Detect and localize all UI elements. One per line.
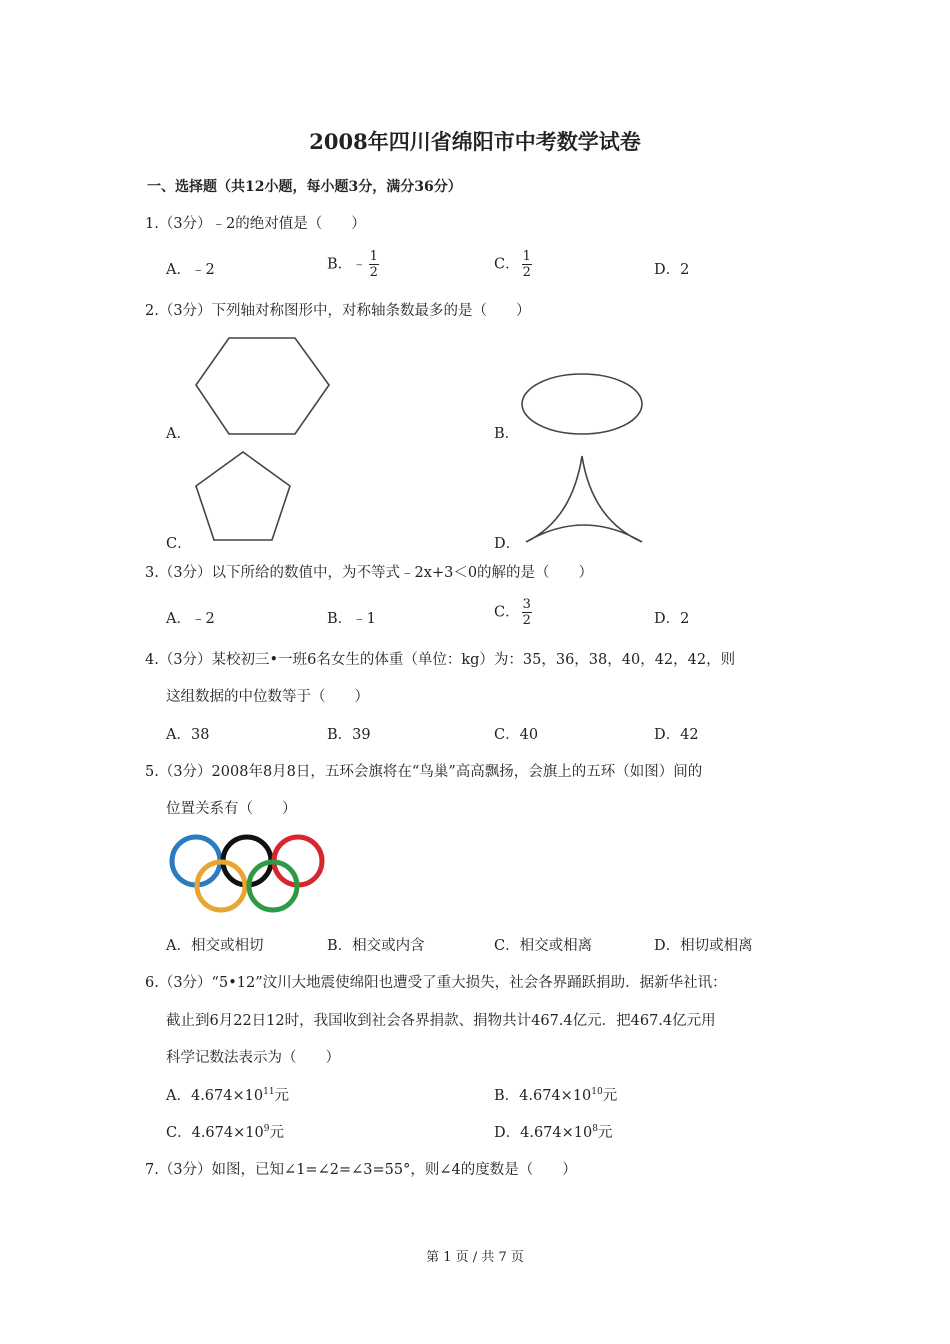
q1-option-d[interactable]: D．2 [654,262,690,278]
q2-option-b[interactable]: B． [494,426,520,442]
question-6-continuation-2: 科学记数法表示为（ ） [166,1050,340,1066]
q3-option-c[interactable] [494,597,532,628]
q1-option-b-prefix: B．﹣ [327,256,367,273]
question-7-stem: 7.（3分）如图，已知∠1=∠2=∠3=55°，则∠4的度数是（ ） [145,1162,577,1178]
ring-black [223,837,271,885]
q5-option-d[interactable]: D．相切或相离 [654,938,753,954]
q1-b-denominator: 2 [369,265,378,280]
question-6-continuation-1: 截止到6月22日12时，我国收到社会各界捐款、捐物共计467.4亿元．把467.4亿元用 [166,1013,716,1029]
hexagon-figure [194,336,332,438]
q3-option-c-prefix: C． [494,604,520,621]
question-5-continuation: 位置关系有（ ） [166,801,297,817]
q5-option-b[interactable]: B．相交或内含 [327,938,425,954]
q5-option-c[interactable]: C．相交或相离 [494,938,593,954]
q6-d-unit: 元 [597,1125,613,1141]
q1-option-c-fraction [522,249,532,280]
q2-option-d[interactable]: D． [494,536,521,552]
pentagon-figure [192,450,294,544]
q6-d-base: D．4.674×10 [494,1125,593,1141]
q3-option-a[interactable]: A．﹣2 [166,611,215,627]
q4-option-a[interactable]: A．38 [166,727,210,743]
question-5-stem: 5.（3分）2008年8月8日，五环会旗将在“鸟巢”高高飘扬，会旗上的五环（如图）间的 [145,764,703,780]
q3-c-denominator: 2 [522,613,531,628]
q6-option-b[interactable] [494,1084,617,1105]
q1-c-denominator: 2 [522,265,531,280]
q6-c-exponent: 9 [263,1124,270,1135]
q6-d-exponent: 8 [592,1124,598,1135]
q6-a-unit: 元 [274,1088,290,1104]
q3-c-numerator: 3 [522,597,531,612]
q1-option-c[interactable] [494,249,532,280]
q6-a-base: A．4.674×10 [166,1088,264,1104]
q6-b-base: B．4.674×10 [494,1088,592,1104]
q1-c-numerator: 1 [522,249,531,264]
q6-a-exponent: 11 [263,1087,275,1098]
question-4-stem: 4.（3分）某校初三•一班6名女生的体重（单位：kg）为：35，36，38，40，42，42，则 [145,652,736,668]
q5-option-a[interactable]: A．相交或相切 [166,938,264,954]
question-6-stem: 6.（3分）“5•12”汶川大地震使绵阳也遭受了重大损失，社会各界踊跃捐助．据新华社讯： [145,975,727,991]
q4-option-b[interactable]: B．39 [327,727,371,743]
curved-triangle-figure [524,454,646,548]
page-footer: 第 1 页 / 共 7 页 [426,1250,524,1265]
q6-option-a[interactable] [166,1084,289,1105]
question-3-stem: 3.（3分）以下所给的数值中，为不等式﹣2x+3＜0的解的是（ ） [145,565,594,581]
q6-c-base: C．4.674×10 [166,1125,264,1141]
q6-b-exponent: 10 [591,1087,603,1098]
q6-option-c[interactable] [166,1121,284,1142]
q1-option-c-prefix: C． [494,256,520,273]
q1-option-a[interactable]: A．﹣2 [166,262,215,278]
q6-option-d[interactable] [494,1121,612,1142]
q3-option-c-fraction [522,597,532,628]
page-title: 2008年四川省绵阳市中考数学试卷 [309,129,641,154]
section-heading: 一、选择题（共12小题，每小题3分，满分36分） [147,179,462,195]
q3-option-b[interactable]: B．﹣1 [327,611,376,627]
question-4-continuation: 这组数据的中位数等于（ ） [166,689,369,705]
question-1-stem: 1.（3分）﹣2的绝对值是（ ） [145,216,366,232]
q2-option-c[interactable]: C． [166,536,192,552]
q6-c-unit: 元 [269,1125,284,1141]
q1-option-b-fraction [369,249,379,280]
ellipse-figure [520,372,644,436]
q3-option-d[interactable]: D．2 [654,611,690,627]
q2-option-a[interactable]: A． [166,426,191,442]
q1-option-b[interactable] [327,249,379,280]
question-2-stem: 2.（3分）下列轴对称图形中，对称轴条数最多的是（ ） [145,303,531,319]
q6-b-unit: 元 [602,1088,618,1104]
q4-option-d[interactable]: D．42 [654,727,699,743]
q4-option-c[interactable]: C．40 [494,727,539,743]
q1-b-numerator: 1 [369,249,378,264]
olympic-rings-figure [166,834,330,914]
